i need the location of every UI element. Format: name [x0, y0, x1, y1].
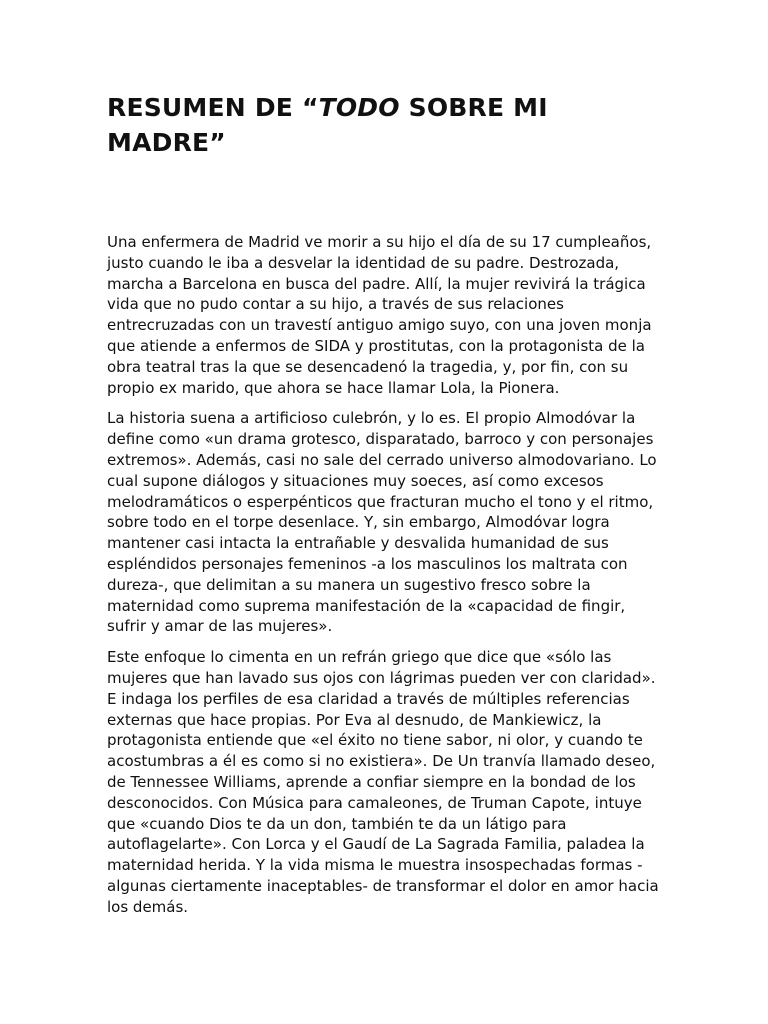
paragraph: Una enfermera de Madrid ve morir a su hijo el día de su 17 cumpleaños, justo cuando le iba a desvelar la identidad de su padre. Destrozada, marcha a Barcelona en busca del padre. Allí, la mujer revivirá la trágica vida que no pudo contar a su hijo, a través de sus relaciones entrecruzadas con un travestí antiguo amigo suyo, con una joven monja que atiende a enfermos de SIDA y prostitutas, con la protagonista de la obra teatral tras la que se desencadenó la tragedia, y, por fin, con su propio ex marido, que ahora se hace llamar Lola, la Pionera.	[107, 233, 652, 397]
title-italic-word: TODO	[318, 93, 400, 122]
document-page	[107, 90, 667, 928]
title-suffix: SOBRE MI MADRE”	[107, 93, 548, 157]
title-prefix: RESUMEN DE “	[107, 93, 319, 122]
document-body	[107, 232, 667, 918]
paragraph: Este enfoque lo cimenta en un refrán griego que dice que «sólo las mujeres que han lavado sus ojos con lágrimas pueden ver con claridad». E indaga los perfiles de esa claridad a través de múltiples referencias externas que hace propias. Por Eva al desnudo, de Mankiewicz, la protagonista entiende que «el éxito no tiene sabor, ni olor, y cuando te acostumbras a él es como si no existiera». De Un tranvía llamado deseo, de Tennessee Williams, aprende a confiar siempre en la bondad de los desconocidos. Con Música para camaleones, de Truman Capote, intuye que «cuando Dios te da un don, también te da un látigo para autoflagelarte». Con Lorca y el Gaudí de La Sagrada Familia, paladea la maternidad herida. Y la vida misma le muestra insospechadas formas -algunas ciertamente inaceptables- de transformar el dolor en amor hacia los demás.	[107, 648, 659, 916]
document-title	[107, 90, 667, 160]
paragraph: La historia suena a artificioso culebrón, y lo es. El propio Almodóvar la define como «un drama grotesco, disparatado, barroco y con personajes extremos». Además, casi no sale del cerrado universo almodovariano. Lo cual supone diálogos y situaciones muy soeces, así como excesos melodramáticos o esperpénticos que fracturan mucho el tono y el ritmo, sobre todo en el torpe desenlace. Y, sin embargo, Almodóvar logra mantener casi intacta la entrañable y desvalida humanidad de sus espléndidos personajes femeninos -a los masculinos los maltrata con dureza-, que delimitan a su manera un sugestivo fresco sobre la maternidad como suprema manifestación de la «capacidad de fingir, sufrir y amar de las mujeres».	[107, 409, 657, 636]
